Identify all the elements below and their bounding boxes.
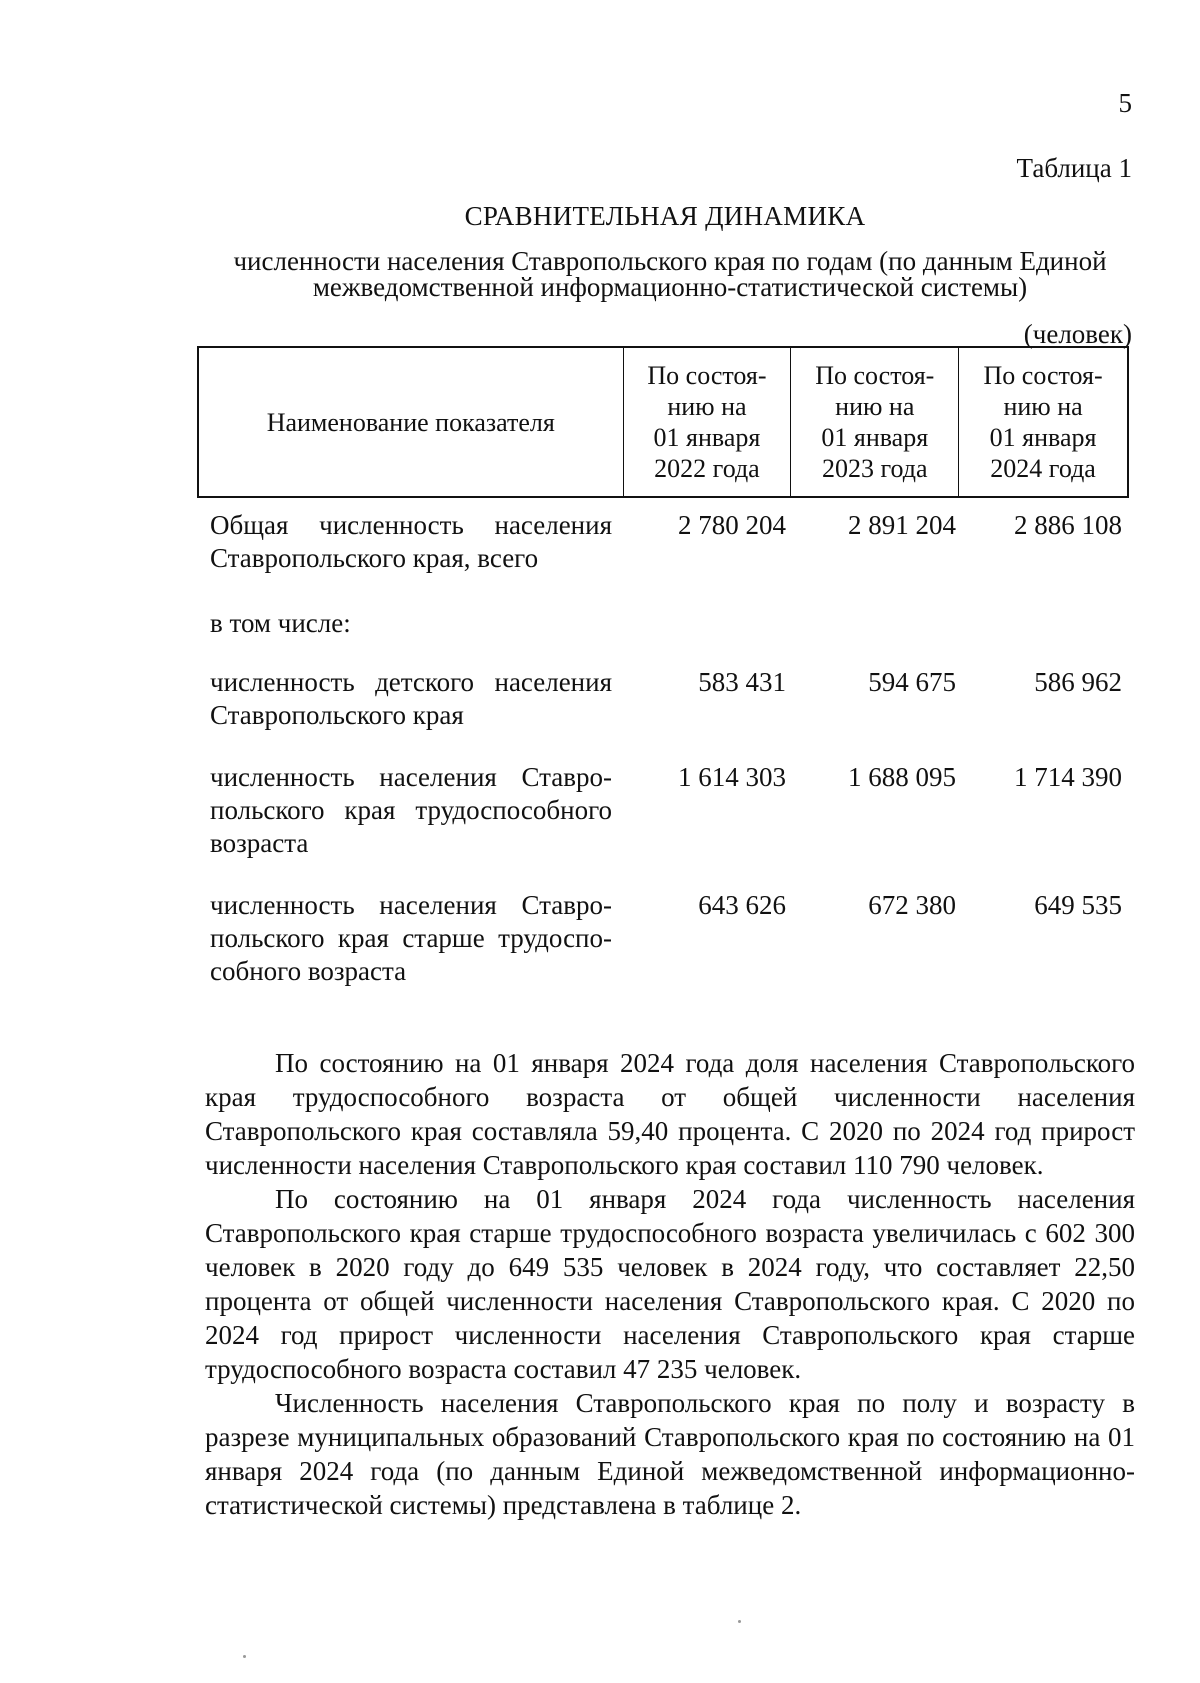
- units-label: (человек): [1023, 319, 1132, 349]
- row-over-working-age-2023: 672 380: [868, 890, 956, 920]
- body-text: [205, 1046, 1135, 1522]
- header-indicator-name: Наименование показателя: [199, 348, 624, 496]
- scan-speck: [738, 1620, 741, 1623]
- scan-speck: [243, 1655, 246, 1658]
- row-children-2022: 583 431: [698, 667, 786, 697]
- paragraph-3: Численность населения Ставропольского края по полу и возрасту в разрезе муниципальных образований Ставропольского края по состоянию на 01 января 2024 года (по данным Единой межведомственной информационно-статистической системы) представлена в таблице 2.: [205, 1388, 1135, 1520]
- row-children-2024: 586 962: [1034, 667, 1122, 697]
- paragraph-1: По состоянию на 01 января 2024 года доля населения Ставропольского края трудоспособного возраста от общей численности населения Ставропольского края составляла 59,40 процента. С 2020 по 2024 год прирост численности населения Ставропольского края составил 110 790 человек.: [205, 1048, 1135, 1180]
- row-children-name: численность детского населения Ставропольского края: [210, 667, 612, 730]
- document-subtitle: численности населения Ставропольского края по годам (по данным Единой межведомственной информационно-статистической системы): [233, 246, 1107, 302]
- header-col-2024-text: По состоя- нию на 01 января 2024 года: [983, 361, 1103, 483]
- document-title: СРАВНИТЕЛЬНАЯ ДИНАМИКА: [464, 201, 866, 231]
- row-children-2023: 594 675: [868, 667, 956, 697]
- header-col-2022: [624, 348, 792, 496]
- row-over-working-age-name: численность населения Ставро-польского края старше трудоспо-собного возраста: [210, 890, 612, 986]
- row-total-2023: 2 891 204: [848, 510, 956, 540]
- row-including-label: в том числе:: [210, 608, 351, 638]
- paragraph-2: По состоянию на 01 января 2024 года численность населения Ставропольского края старше трудоспособного возраста увеличилась с 602 300 человек в 2020 году до 649 535 человек в 2024 году, что составляет 22,50 процента от общей численности населения Ставропольского края. С 2020 по 2024 год прирост численности населения Ставропольского края старше трудоспособного возраста составил 47 235 человек.: [205, 1184, 1135, 1384]
- table-label: Таблица 1: [1016, 153, 1132, 183]
- page-number: 5: [1118, 88, 1132, 118]
- row-working-age-2023: 1 688 095: [848, 762, 956, 792]
- header-col-2022-text: По состоя- нию на 01 января 2022 года: [647, 361, 767, 483]
- header-col-2024: [959, 348, 1127, 496]
- row-total-name: Общая численность населения Ставропольского края, всего: [210, 510, 612, 573]
- table-header: [197, 346, 1129, 498]
- row-over-working-age-2024: 649 535: [1034, 890, 1122, 920]
- row-total-2022: 2 780 204: [678, 510, 786, 540]
- row-working-age-2022: 1 614 303: [678, 762, 786, 792]
- header-col-2023-text: По состоя- нию на 01 января 2023 года: [815, 361, 935, 483]
- row-working-age-2024: 1 714 390: [1014, 762, 1122, 792]
- row-working-age-name: численность населения Ставро-польского края трудоспособного возраста: [210, 762, 612, 858]
- row-total-2024: 2 886 108: [1014, 510, 1122, 540]
- row-over-working-age-2022: 643 626: [698, 890, 786, 920]
- header-col-2023: [791, 348, 959, 496]
